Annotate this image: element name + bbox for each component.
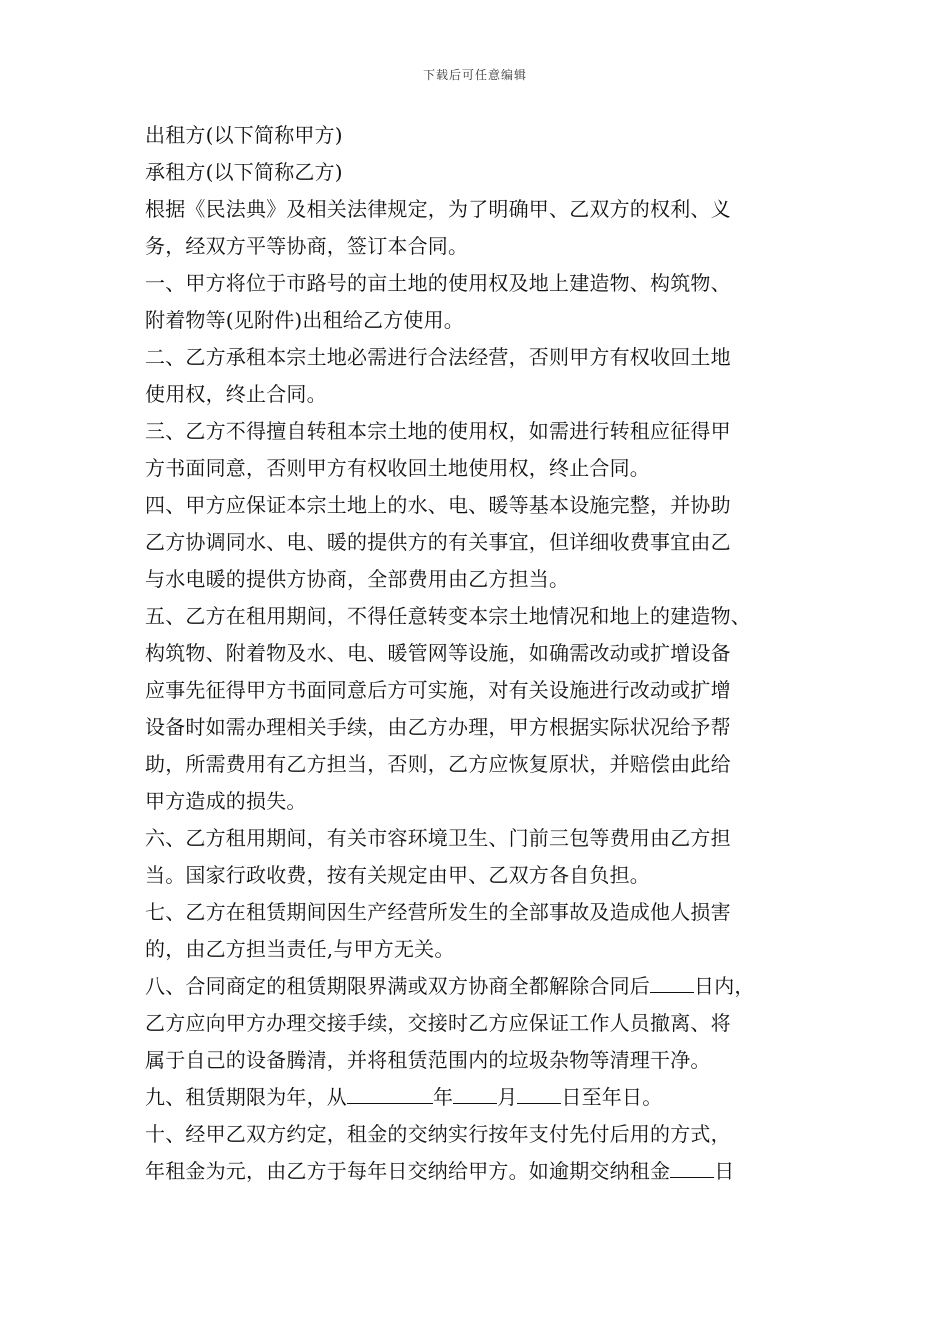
clause-10-text-before: 年租金为元，由乙方于每年日交纳给甲方。如逾期交纳租金: [145, 1159, 671, 1183]
clause-9-line-1: [145, 1079, 835, 1116]
clause-3-line-1: 三、乙方不得擅自转租本宗土地的使用权，如需进行转租应征得甲: [145, 419, 731, 443]
clause-10-text-after: 日: [714, 1159, 735, 1183]
lessor-line: 出租方(以下简称甲方): [145, 123, 343, 147]
clause-2-line-1: 二、乙方承租本宗土地必需进行合法经营，否则甲方有权收回土地: [145, 345, 731, 369]
clause-4-line-1: 四、甲方应保证本宗土地上的水、电、暖等基本设施完整，并协助: [145, 493, 731, 517]
year-blank[interactable]: [347, 1083, 433, 1104]
clause-7-line-1: 七、乙方在租赁期间因生产经营所发生的全部事故及造成他人损害: [145, 900, 731, 924]
clause-9-text-4: 日至年日。: [561, 1085, 663, 1109]
clause-8-line-3: 属于自己的设备腾清，并将租赁范围内的垃圾杂物等清理干净。: [145, 1048, 711, 1072]
clause-8-text-after: 日内，: [694, 974, 755, 998]
clause-3-line-2: 方书面同意，否则甲方有权收回土地使用权，终止合同。: [145, 456, 650, 480]
header-note: 下载后可任意编辑: [422, 68, 527, 82]
contract-body: [145, 117, 835, 1190]
clause-6-line-1: 六、乙方租用期间，有关市容环境卫生、门前三包等费用由乙方担: [145, 826, 731, 850]
clause-1-line-1: 一、甲方将位于市路号的亩土地的使用权及地上建造物、构筑物、: [145, 271, 731, 295]
lessee-line: 承租方(以下简称乙方): [145, 160, 343, 184]
clause-8-line-1: [145, 968, 835, 1005]
clause-1-line-2: 附着物等(见附件)出租给乙方使用。: [145, 308, 465, 332]
clause-5-line-2: 构筑物、附着物及水、电、暖管网等设施，如确需改动或扩增设备: [145, 641, 731, 665]
clause-7-line-2: 的，由乙方担当责任,与甲方无关。: [145, 937, 455, 961]
preamble-line-1: 根据《民法典》及相关法律规定，为了明确甲、乙双方的权利、义: [145, 197, 731, 221]
preamble-line-2: 务，经双方平等协商，签订本合同。: [145, 234, 469, 258]
clause-5-line-6: 甲方造成的损失。: [145, 789, 307, 813]
clause-9-text-1: 九、租赁期限为年，从: [145, 1085, 347, 1109]
clause-5-line-1: 五、乙方在租用期间，不得任意转变本宗土地情况和地上的建造物、: [145, 604, 751, 628]
clause-5-line-3: 应事先征得甲方书面同意后方可实施，对有关设施进行改动或扩增: [145, 678, 731, 702]
clause-5-line-5: 助，所需费用有乙方担当，否则，乙方应恢复原状，并赔偿由此给: [145, 752, 731, 776]
clause-9-text-3: 月: [497, 1085, 518, 1109]
clause-8-line-2: 乙方应向甲方办理交接手续，交接时乙方应保证工作人员撤离、将: [145, 1011, 731, 1035]
clause-10-line-2: [145, 1153, 835, 1190]
overdue-days-blank[interactable]: [670, 1157, 714, 1178]
clause-9-text-2: 年: [433, 1085, 454, 1109]
clause-2-line-2: 使用权，终止合同。: [145, 382, 327, 406]
clause-4-line-2: 乙方协调同水、电、暖的提供方的有关事宜，但详细收费事宜由乙: [145, 530, 731, 554]
clause-10-line-1: 十、经甲乙双方约定，租金的交纳实行按年支付先付后用的方式，: [145, 1122, 731, 1146]
clause-6-line-2: 当。国家行政收费，按有关规定由甲、乙双方各自负担。: [145, 863, 650, 887]
clause-4-line-3: 与水电暖的提供方协商，全部费用由乙方担当。: [145, 567, 570, 591]
clause-5-line-4: 设备时如需办理相关手续，由乙方办理，甲方根据实际状况给予帮: [145, 715, 731, 739]
days-blank[interactable]: [650, 972, 694, 993]
month-blank[interactable]: [453, 1083, 497, 1104]
clause-8-text-before: 八、合同商定的租赁期限界满或双方协商全都解除合同后: [145, 974, 650, 998]
day-blank[interactable]: [517, 1083, 561, 1104]
